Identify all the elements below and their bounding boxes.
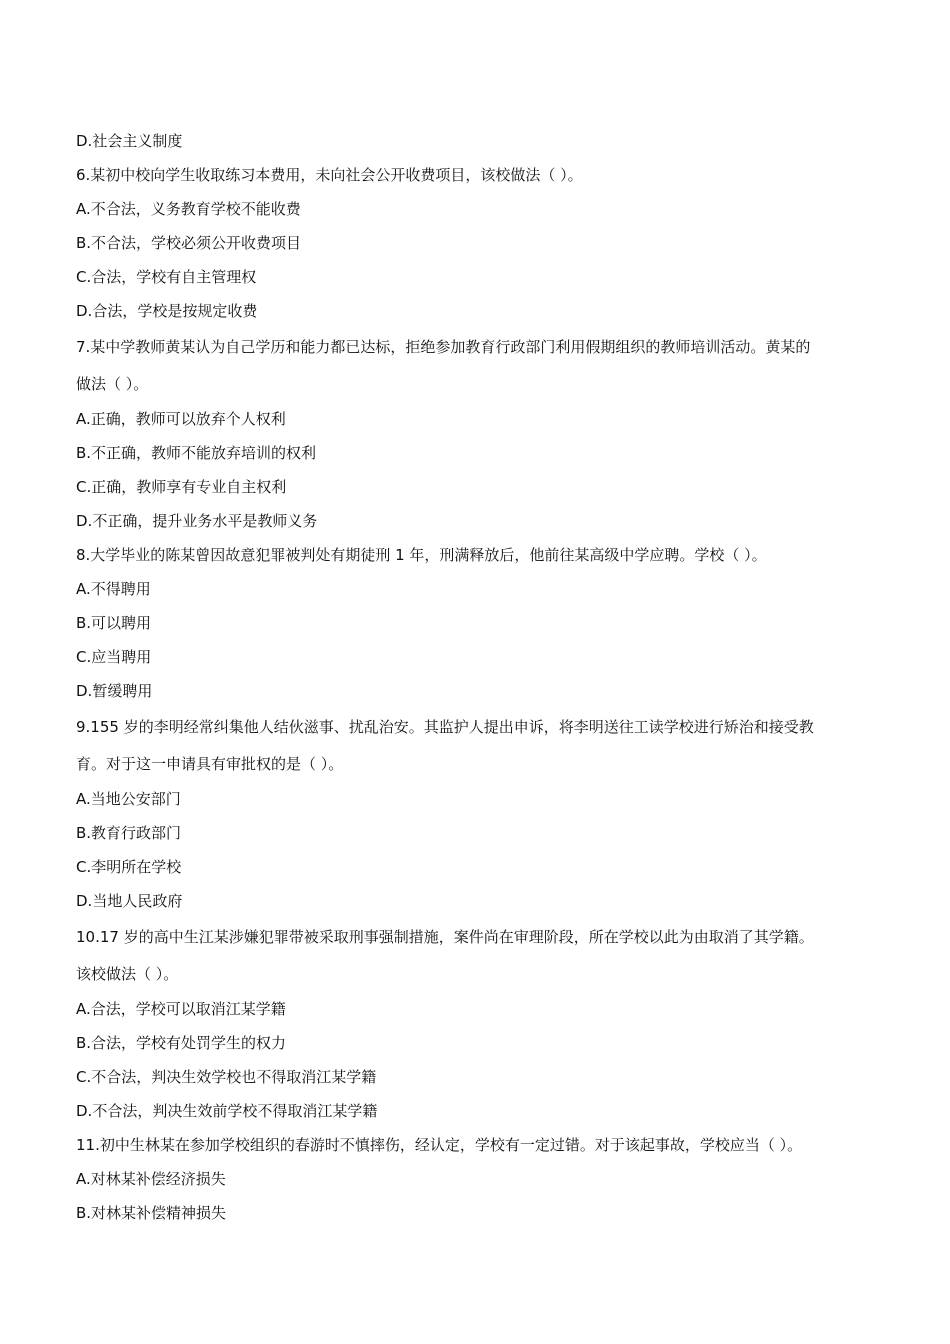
- option-line: D.当地人民政府: [76, 892, 183, 910]
- question-line: 11.初中生林某在参加学校组织的春游时不慎摔伤，经认定，学校有一定过错。对于该起事故，学校应当（ ）。: [76, 1136, 803, 1154]
- option-line: B.可以聘用: [76, 614, 152, 632]
- question-line: 6.某初中校向学生收取练习本费用，未向社会公开收费项目，该校做法（ ）。: [76, 166, 583, 184]
- option-line: D.合法，学校是按规定收费: [76, 302, 258, 320]
- option-line: B.不合法，学校必须公开收费项目: [76, 234, 302, 252]
- option-line: A.不合法，义务教育学校不能收费: [76, 200, 301, 218]
- option-line: D.社会主义制度: [76, 132, 183, 150]
- option-line: B.合法，学校有处罚学生的权力: [76, 1034, 287, 1052]
- option-line: D.暂缓聘用: [76, 682, 153, 700]
- option-line: C.应当聘用: [76, 648, 152, 666]
- question-line: 7.某中学教师黄某认为自己学历和能力都已达标，拒绝参加教育行政部门利用假期组织的教师培训活动。黄某的: [76, 338, 811, 356]
- option-line: C.正确，教师享有专业自主权利: [76, 478, 287, 496]
- question-line: 9.155 岁的李明经常纠集他人结伙滋事、扰乱治安。其监护人提出申诉，将李明送往工读学校进行矫治和接受教: [76, 718, 814, 736]
- option-line: D.不合法，判决生效前学校不得取消江某学籍: [76, 1102, 378, 1120]
- question-line-continued: 做法（ ）。: [76, 375, 149, 393]
- option-line: A.正确，教师可以放弃个人权利: [76, 410, 286, 428]
- option-line: B.教育行政部门: [76, 824, 182, 842]
- question-line-continued: 育。对于这一申请具有审批权的是（ ）。: [76, 755, 344, 773]
- option-line: A.对林某补偿经济损失: [76, 1170, 226, 1188]
- question-line: 10.17 岁的高中生江某涉嫌犯罪带被采取刑事强制措施，案件尚在审理阶段，所在学校以此为由取消了其学籍。: [76, 928, 814, 946]
- option-line: B.不正确，教师不能放弃培训的权利: [76, 444, 317, 462]
- option-line: A.合法，学校可以取消江某学籍: [76, 1000, 286, 1018]
- question-line: 8.大学毕业的陈某曾因故意犯罪被判处有期徒刑 1 年，刑满释放后，他前往某高级中学应聘。学校（ ）。: [76, 546, 767, 564]
- option-line: C.合法，学校有自主管理权: [76, 268, 257, 286]
- option-line: A.当地公安部门: [76, 790, 181, 808]
- option-line: D.不正确，提升业务水平是教师义务: [76, 512, 318, 530]
- option-line: C.李明所在学校: [76, 858, 182, 876]
- option-line: B.对林某补偿精神损失: [76, 1204, 227, 1222]
- question-list: [76, 124, 886, 1230]
- option-line: C.不合法，判决生效学校也不得取消江某学籍: [76, 1068, 377, 1086]
- question-line-continued: 该校做法（ ）。: [76, 965, 179, 983]
- option-line: A.不得聘用: [76, 580, 151, 598]
